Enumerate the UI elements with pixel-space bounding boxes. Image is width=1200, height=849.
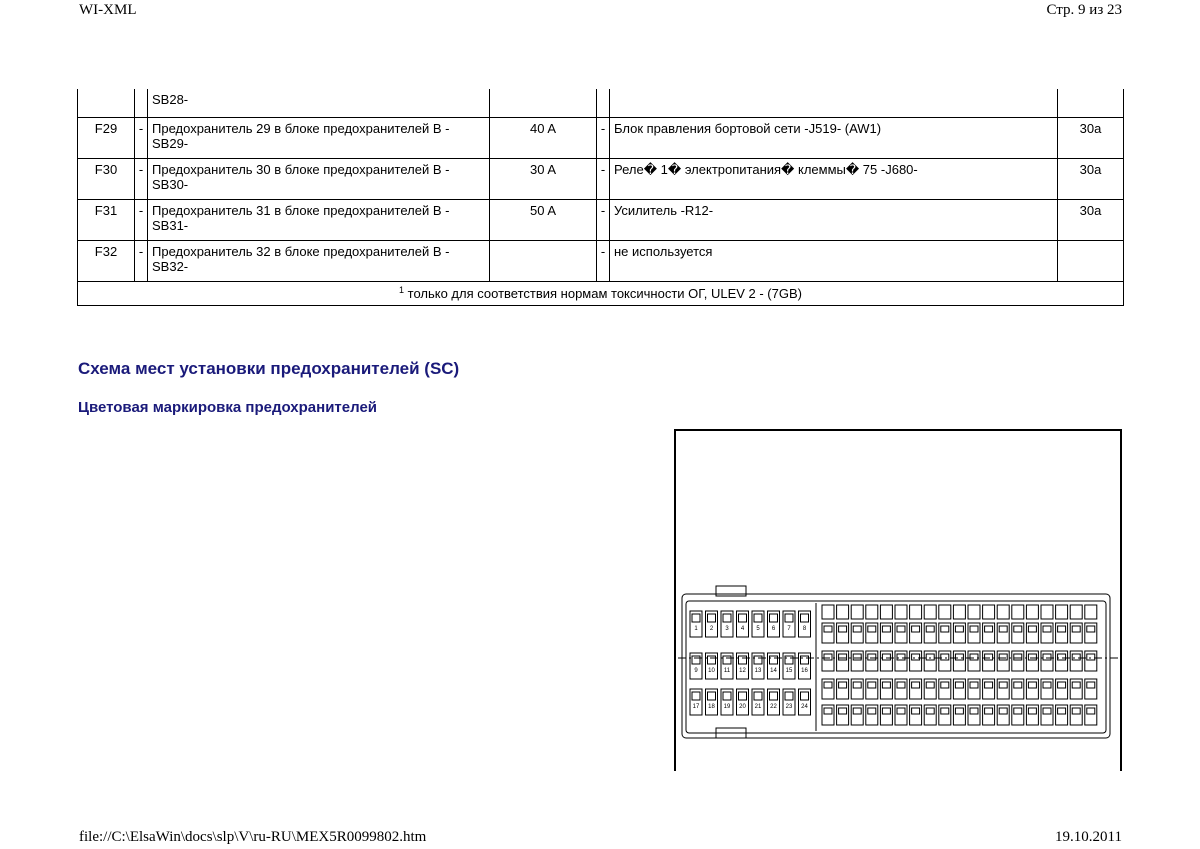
fuse-position-cell: F31 xyxy=(78,199,135,240)
relay-slot xyxy=(1026,605,1038,619)
consumer-cell xyxy=(610,89,1058,117)
fuse-contact xyxy=(770,692,778,700)
fuse-number-label: 13 xyxy=(754,668,762,674)
fuse-contact xyxy=(692,692,700,700)
relay-slot xyxy=(968,605,980,619)
fuse-contact xyxy=(1087,682,1095,688)
fuse-contact xyxy=(1043,626,1051,632)
fuse-contact xyxy=(801,656,809,664)
consumer-cell: Усилитель -R12- xyxy=(610,199,1058,240)
consumer-cell: не используется xyxy=(610,240,1058,281)
fuse-contact xyxy=(839,654,847,660)
fuse-description-cell: Предохранитель 29 в блоке предохранителей B - SB29- xyxy=(148,117,490,158)
table-row xyxy=(78,240,1124,281)
table-row xyxy=(78,199,1124,240)
fuse-contact xyxy=(1087,708,1095,714)
fuse-contact xyxy=(1028,626,1036,632)
fuse-number-label: 5 xyxy=(756,626,760,632)
fuse-amperage-cell: 30 A xyxy=(490,158,597,199)
fuse-contact xyxy=(824,626,832,632)
fuse-contact xyxy=(853,682,861,688)
fuse-contact xyxy=(853,626,861,632)
fuse-contact xyxy=(926,708,934,714)
fuse-contact xyxy=(882,626,890,632)
fuse-contact xyxy=(985,654,993,660)
fuse-number-label: 17 xyxy=(692,704,700,710)
fuse-contact xyxy=(754,692,762,700)
footnote-row xyxy=(78,281,1124,305)
footnote-text: только для соответствия нормам токсичности ОГ, ULEV 2 - (7GB) xyxy=(407,285,802,301)
fuse-contact xyxy=(882,682,890,688)
dash-cell: - xyxy=(597,240,610,281)
dash-cell: - xyxy=(135,158,148,199)
fuse-contact xyxy=(853,708,861,714)
fuse-number-label: 14 xyxy=(770,668,777,674)
fuse-contact xyxy=(692,614,700,622)
fuse-contact xyxy=(739,614,747,622)
fuse-contact xyxy=(912,626,920,632)
dash-cell: - xyxy=(135,199,148,240)
relay-slot xyxy=(822,605,834,619)
relay-slot xyxy=(851,605,863,619)
table-row xyxy=(78,158,1124,199)
fuse-number-label: 3 xyxy=(725,626,729,632)
fuse-contact xyxy=(853,654,861,660)
header-page-number: Стр. 9 из 23 xyxy=(1046,2,1122,18)
consumer-cell: Реле� 1� электропитания� клеммы� 75 -J680- xyxy=(610,158,1058,199)
fuse-contact xyxy=(739,656,747,664)
relay-slot xyxy=(953,605,965,619)
header-doc-title: WI-XML xyxy=(79,2,137,18)
fuse-contact xyxy=(839,626,847,632)
fuse-description-cell: Предохранитель 30 в блоке предохранителей B - SB30- xyxy=(148,158,490,199)
fuse-contact xyxy=(839,682,847,688)
fuse-contact xyxy=(912,682,920,688)
fuse-number-label: 16 xyxy=(801,668,808,674)
fuse-contact xyxy=(985,708,993,714)
fuse-contact xyxy=(754,656,762,664)
fuse-contact xyxy=(1043,708,1051,714)
fuse-contact xyxy=(868,708,876,714)
fuse-contact xyxy=(955,708,963,714)
fuse-contact xyxy=(1087,654,1095,660)
fuse-contact xyxy=(1072,654,1080,660)
terminal-cell: 30a xyxy=(1058,158,1124,199)
section-title: Схема мест установки предохранителей (SC) xyxy=(78,359,460,378)
fuse-contact xyxy=(868,682,876,688)
fuse-number-label: 22 xyxy=(770,704,777,710)
fuse-box-diagram xyxy=(674,429,1122,771)
fuse-number-label: 24 xyxy=(801,704,808,710)
table-row xyxy=(78,117,1124,158)
fuse-contact xyxy=(708,656,716,664)
fuse-contact xyxy=(801,692,809,700)
fuse-contact xyxy=(926,626,934,632)
dash-cell: - xyxy=(135,240,148,281)
fuse-contact xyxy=(1072,708,1080,714)
fuse-number-label: 18 xyxy=(708,704,715,710)
subsection-title: Цветовая маркировка предохранителей xyxy=(78,399,378,416)
fuse-number-label: 9 xyxy=(694,668,698,674)
fuse-contact xyxy=(1014,708,1022,714)
fuse-contact xyxy=(926,682,934,688)
fuse-contact xyxy=(897,682,905,688)
fuse-contact xyxy=(1072,626,1080,632)
fuse-contact xyxy=(941,626,949,632)
fuse-contact xyxy=(1058,682,1066,688)
fuse-contact xyxy=(868,626,876,632)
dash-cell xyxy=(135,89,148,117)
fuse-contact xyxy=(1058,654,1066,660)
fuse-contact xyxy=(1058,626,1066,632)
relay-slot xyxy=(910,605,922,619)
fuse-contact xyxy=(897,626,905,632)
fuse-contact xyxy=(754,614,762,622)
fuse-contact xyxy=(912,708,920,714)
relay-slot xyxy=(1056,605,1068,619)
relay-slot xyxy=(1070,605,1082,619)
relay-slot xyxy=(880,605,892,619)
dash-cell: - xyxy=(135,117,148,158)
fuse-number-label: 12 xyxy=(739,668,746,674)
fuse-table xyxy=(77,89,1124,306)
fuse-number-label: 19 xyxy=(723,704,731,710)
fuse-number-label: 23 xyxy=(785,704,793,710)
relay-slot xyxy=(1012,605,1024,619)
fuse-description-cell: SB28- xyxy=(148,89,490,117)
relay-slot xyxy=(837,605,849,619)
fuse-number-label: 1 xyxy=(694,626,698,632)
fuse-contact xyxy=(824,708,832,714)
fuse-contact xyxy=(785,692,793,700)
fuse-contact xyxy=(839,708,847,714)
footer-date: 19.10.2011 xyxy=(1055,829,1122,845)
fuse-number-label: 10 xyxy=(708,668,715,674)
fuse-contact xyxy=(1058,708,1066,714)
footnote-cell xyxy=(78,281,1124,305)
fuse-contact xyxy=(1043,682,1051,688)
fuse-number-label: 8 xyxy=(802,626,807,632)
fuse-contact xyxy=(824,682,832,688)
fuse-contact xyxy=(955,626,963,632)
fuse-contact xyxy=(955,654,963,660)
fuse-contact xyxy=(985,626,993,632)
fuse-contact xyxy=(708,692,716,700)
fuse-position-cell: F32 xyxy=(78,240,135,281)
fuse-contact xyxy=(912,654,920,660)
terminal-cell xyxy=(1058,240,1124,281)
fuse-contact xyxy=(1014,654,1022,660)
dash-cell: - xyxy=(597,199,610,240)
fuse-contact xyxy=(941,654,949,660)
fuse-number-label: 7 xyxy=(787,626,791,632)
dash-cell: - xyxy=(597,158,610,199)
fuse-contact xyxy=(723,692,731,700)
terminal-cell: 30a xyxy=(1058,117,1124,158)
fuse-contact xyxy=(785,656,793,664)
table-row xyxy=(78,89,1124,117)
relay-slot xyxy=(997,605,1009,619)
fuse-contact xyxy=(882,708,890,714)
fuse-contact xyxy=(1072,682,1080,688)
fuse-amperage-cell: 50 A xyxy=(490,199,597,240)
terminal-cell: 30a xyxy=(1058,199,1124,240)
fuse-contact xyxy=(897,708,905,714)
fuse-contact xyxy=(941,682,949,688)
fuse-number-label: 15 xyxy=(785,668,793,674)
consumer-cell: Блок правления бортовой сети -J519- (AW1) xyxy=(610,117,1058,158)
fuse-contact xyxy=(1087,626,1095,632)
fuse-contact xyxy=(801,614,809,622)
fuse-number-label: 20 xyxy=(739,704,746,710)
fuse-contact xyxy=(1028,682,1036,688)
fuse-number-label: 2 xyxy=(709,626,714,632)
fuse-contact xyxy=(723,656,731,664)
fuse-number-label: 11 xyxy=(723,668,731,674)
dash-cell xyxy=(597,89,610,117)
fuse-contact xyxy=(999,682,1007,688)
fuse-description-cell: Предохранитель 31 в блоке предохранителей B - SB31- xyxy=(148,199,490,240)
dash-cell: - xyxy=(597,117,610,158)
footer-file-path: file://C:\ElsaWin\docs\slp\V\ru-RU\MEX5R0099802.htm xyxy=(79,829,427,845)
fuse-contact xyxy=(1014,682,1022,688)
fuse-contact xyxy=(708,614,716,622)
fuse-contact xyxy=(926,654,934,660)
fuse-position-cell: F30 xyxy=(78,158,135,199)
fuse-contact xyxy=(970,654,978,660)
fuse-position-cell xyxy=(78,89,135,117)
fuse-contact xyxy=(692,656,700,664)
relay-slot xyxy=(895,605,907,619)
footnote-mark: 1 xyxy=(399,284,405,295)
fuse-contact xyxy=(941,708,949,714)
fuse-contact xyxy=(785,614,793,622)
terminal-cell xyxy=(1058,89,1124,117)
fuse-contact xyxy=(970,708,978,714)
fuse-contact xyxy=(770,614,778,622)
fuse-contact xyxy=(999,708,1007,714)
fuse-contact xyxy=(882,654,890,660)
fuse-description-cell: Предохранитель 32 в блоке предохранителей B - SB32- xyxy=(148,240,490,281)
fuse-amperage-cell xyxy=(490,89,597,117)
fuse-contact xyxy=(1028,708,1036,714)
fuse-contact xyxy=(985,682,993,688)
fuse-contact xyxy=(1014,626,1022,632)
fuse-box-drawing xyxy=(676,431,1124,773)
fuse-contact xyxy=(770,656,778,664)
relay-slot xyxy=(1041,605,1053,619)
fuse-contact xyxy=(739,692,747,700)
fuse-contact xyxy=(897,654,905,660)
fuse-number-label: 21 xyxy=(754,704,762,710)
fuse-contact xyxy=(955,682,963,688)
relay-slot xyxy=(1085,605,1097,619)
relay-slot xyxy=(924,605,936,619)
fuse-contact xyxy=(1043,654,1051,660)
fuse-position-cell: F29 xyxy=(78,117,135,158)
fuse-amperage-cell xyxy=(490,240,597,281)
fuse-number-label: 6 xyxy=(771,626,776,632)
fuse-contact xyxy=(723,614,731,622)
fuse-contact xyxy=(970,626,978,632)
relay-slot xyxy=(983,605,995,619)
fuse-contact xyxy=(1028,654,1036,660)
fuse-contact xyxy=(999,626,1007,632)
fuse-contact xyxy=(824,654,832,660)
fuse-amperage-cell: 40 A xyxy=(490,117,597,158)
relay-slot xyxy=(866,605,878,619)
fuse-contact xyxy=(868,654,876,660)
fuse-contact xyxy=(970,682,978,688)
fuse-number-label: 4 xyxy=(740,626,745,632)
fuse-contact xyxy=(999,654,1007,660)
relay-slot xyxy=(939,605,951,619)
